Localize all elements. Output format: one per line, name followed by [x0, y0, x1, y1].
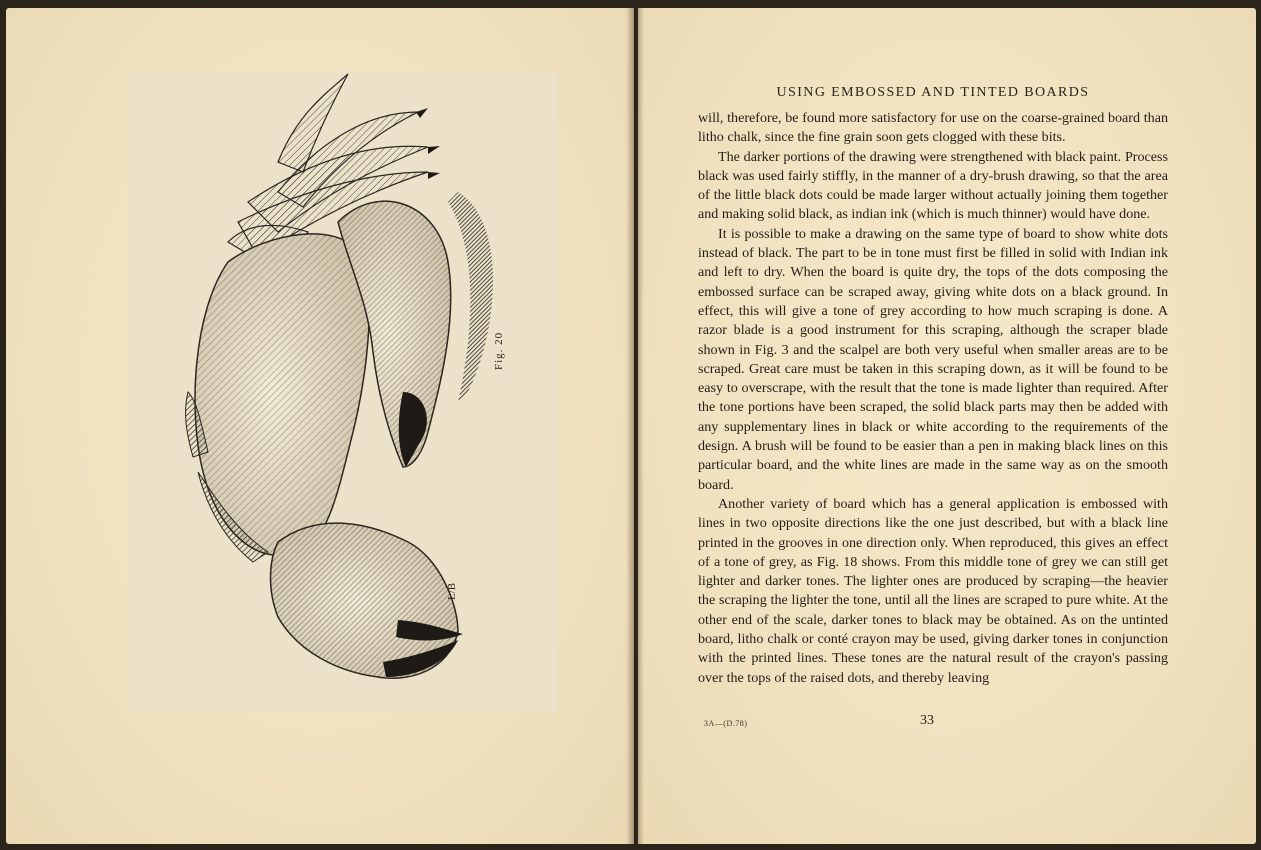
running-header: USING EMBOSSED AND TINTED BOARDS: [776, 85, 1090, 100]
crab-illustration: [128, 72, 558, 712]
artist-initials: L/B: [446, 582, 458, 600]
signature-mark: 3A—(D.78): [704, 719, 748, 728]
paragraph-2: The darker portions of the drawing were strengthened with black paint. Process black was used fairly stiffly, in the manner of a dry-brush drawing, so that the area of the little black dots could be made larger without actually joining them together and making solid black, as indian ink (which is much thinner) would have done.: [698, 148, 1168, 223]
paragraph-1: will, therefore, be found more satisfactory for use on the coarse-grained board than litho chalk, since the fine grain soon gets clogged with these bits.: [698, 110, 1168, 146]
book-gutter: [626, 8, 644, 844]
paragraph-3: It is possible to make a drawing on the same type of board to show white dots instead of black. The part to be in tone must first be filled in solid with Indian ink and left to dry. When the board is quite dry, the tops of the dots composing the embossed surface can be scraped away, giving white dots on a black ground. In effect, this will give a tone of grey according to how much scraping is done. A razor blade is a good instrument for this scraping, although the scraper blade shown in Fig. 3 and the scalpel are both very useful when smaller areas are to be scraped. Great care must be taken in this scraping down, as it will be found to be easy to overscrape, with the result that the tone is made lighter than required. After the tone portions have been scraped, the solid black parts may then be added with any supplementary lines in black or white according to the requirements of the design. A brush will be found to be easier than a pen in making black lines on this particular board, and the white lines are made in the same way as on the smooth board.: [698, 225, 1168, 493]
paragraph-4: Another variety of board which has a general application is embossed with lines in two opposite directions like the one just described, but with a black line printed in the grooves in one direction only. When reproduced, this gives an effect of a tone of grey, as Fig. 18 shows. From this middle tone of grey we can still get lighter and darker tones. The lighter ones are produced by scraping—the heavier the scraping the lighter the tone, until all the lines are scraped to pure white. At the other end of the scale, darker tones to black may be obtained. As on the untinted board, litho chalk or conté crayon may be used, giving darker tones in conjunction with the printed lines. These tones are the natural result of the crayon's passing over the tops of the raised dots, and thereby leaving: [698, 495, 1168, 686]
crab-illustration-plate: [128, 72, 558, 712]
body-text: [698, 109, 1168, 688]
crab-shadow: [448, 192, 493, 402]
figure-label: Fig. 20: [493, 331, 505, 370]
page-number: 33: [920, 713, 934, 728]
